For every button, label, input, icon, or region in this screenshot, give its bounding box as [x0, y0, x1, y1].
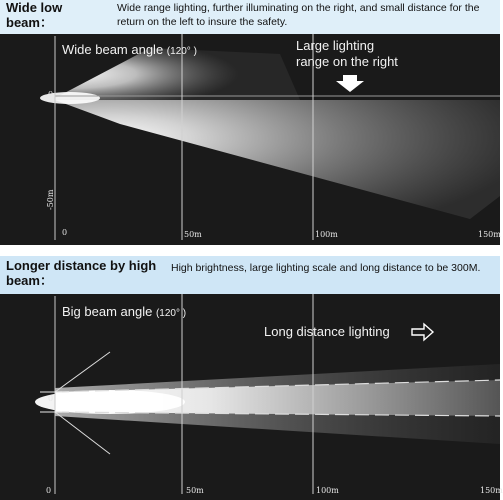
low-beam-illustration: [0, 34, 500, 245]
big-beam-title: Big beam angle (120° ): [62, 304, 187, 319]
wide-low-beam-header: [0, 0, 500, 34]
axis-origin-1: 0: [62, 228, 68, 237]
axis-50m-2: 50m: [186, 486, 204, 495]
axis-zero-y-1: 0: [48, 90, 54, 99]
axis-100m-1: 100m: [315, 230, 338, 239]
wide-beam-title: Wide beam angle (120° ): [62, 42, 197, 57]
down-arrow-icon: [336, 75, 364, 92]
low-beam-lower-spread: [55, 100, 500, 219]
large-range-note: Large lighting range on the right: [296, 38, 398, 70]
axis-150m-2: 150m: [480, 486, 503, 495]
right-arrow-icon: [412, 324, 433, 340]
axis-150m-1: 150m: [478, 230, 501, 239]
axis-100m-2: 100m: [316, 486, 339, 495]
axis-50m-1: 50m: [184, 230, 202, 239]
high-beam-label: Longer distance by high beam：: [6, 258, 157, 288]
high-beam-diagram: [0, 294, 503, 500]
long-distance-note: Long distance lighting: [264, 324, 390, 339]
wide-low-beam-label: Wide low beam：: [6, 0, 63, 30]
axis-neg50: -50m: [46, 189, 55, 210]
high-beam-illustration: [0, 294, 500, 500]
axis-zero-y-2: 0: [48, 394, 54, 403]
high-beam-description: High brightness, large lighting scale and long distance to be 300M.: [171, 262, 481, 274]
wide-low-beam-diagram: [0, 34, 500, 245]
high-beam-header: [0, 256, 500, 294]
axis-origin-2: 0: [46, 486, 52, 495]
wide-low-beam-description: Wide range lighting, further illuminating on the right, and small distance for the return on the left to insure the safety.: [117, 2, 480, 28]
